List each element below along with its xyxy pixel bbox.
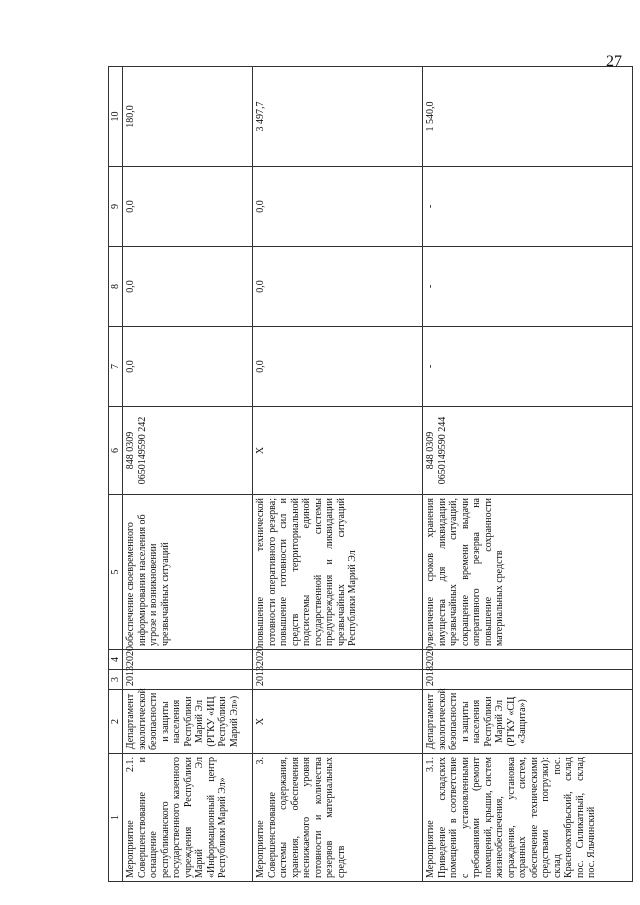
table-row: [123, 67, 253, 882]
value-cell: 0,0: [253, 167, 423, 247]
column-header: 8: [109, 247, 123, 327]
measure-name-cell: Мероприятие 3.1. Приведение складских помещений в соответствие с установленными требованиями (ремонт помещений, крыши, систем жизнеобеспечения, ограждения, установка охранных систем, обеспечение техническими средствами погрузки): склад пос. Краснооктябрьский, склад пос. Силикатный, склад пос. Яльчинский: [423, 754, 633, 882]
column-header: 10: [109, 67, 123, 167]
value-cell: 0,0: [253, 327, 423, 407]
executor-cell: Департамент экологической безопасности и защиты населения Республики Марий Эл (РГКУ «ИЦ Республики Марий Эл»): [123, 690, 253, 754]
executor-cell: Х: [253, 690, 423, 754]
column-header: 7: [109, 327, 123, 407]
value-cell: -: [423, 247, 633, 327]
column-header: 1: [109, 754, 123, 882]
start-year-cell: 2013: [253, 670, 423, 690]
value-cell: 0,0: [123, 327, 253, 407]
end-year-cell: 2020: [423, 650, 633, 670]
column-header: 5: [109, 495, 123, 650]
measures-table: [108, 66, 633, 882]
result-cell: увеличение сроков хранения имущества для ликвидации чрезвычайных ситуаций, сокращение времени выдачи оперативного резерва на повышение сохранности материальных средств: [423, 495, 633, 650]
value-cell: 0,0: [253, 247, 423, 327]
value-cell: 0,0: [123, 247, 253, 327]
column-header: 2: [109, 690, 123, 754]
column-number-row: [109, 67, 123, 882]
value-cell: 0,0: [123, 167, 253, 247]
executor-cell: Департамент экологической безопасности и защиты населения Республики Марий Эл (РГКУ «СЦ «Защита»): [423, 690, 633, 754]
value-cell: -: [423, 327, 633, 407]
column-header: 4: [109, 650, 123, 670]
page-number: 27: [606, 53, 622, 70]
value-cell: 3 497,7: [253, 67, 423, 167]
rotated-table-container: [108, 67, 633, 882]
result-cell: повышение технической готовности оперативного резерва; повышение готовности сил и средств территориальной подсистемы единой государственной системы предупреждения и ликвидации чрезвычайных ситуаций Республики Марий Эл: [253, 495, 423, 650]
result-cell: обеспечение своевременного информирования населения об угрозе и возникновении чрезвычайных ситуаций: [123, 495, 253, 650]
table-row: [253, 67, 423, 882]
budget-code-cell: Х: [253, 407, 423, 495]
budget-code-cell: 848 0309 0650149590 242: [123, 407, 253, 495]
value-cell: 180,0: [123, 67, 253, 167]
end-year-cell: 2020: [123, 650, 253, 670]
measure-name-cell: Мероприятие 3. Совершенствование системы содержания, хранения, обеспечения неснижаемого уровня готовности и количества резервов материальных средств: [253, 754, 423, 882]
value-cell: 1 540,0: [423, 67, 633, 167]
measure-name-cell: Мероприятие 2.1. Совершенствование и оснащение республиканского государственного казенного учреждения Республики Марий Эл «Информационный центр Республики Марий Эл»: [123, 754, 253, 882]
column-header: 9: [109, 167, 123, 247]
start-year-cell: 2013: [123, 670, 253, 690]
value-cell: -: [423, 167, 633, 247]
column-header: 6: [109, 407, 123, 495]
budget-code-cell: 848 0309 0650149590 244: [423, 407, 633, 495]
table-row: [423, 67, 633, 882]
column-header: 3: [109, 670, 123, 690]
start-year-cell: 2018: [423, 670, 633, 690]
end-year-cell: 2020: [253, 650, 423, 670]
